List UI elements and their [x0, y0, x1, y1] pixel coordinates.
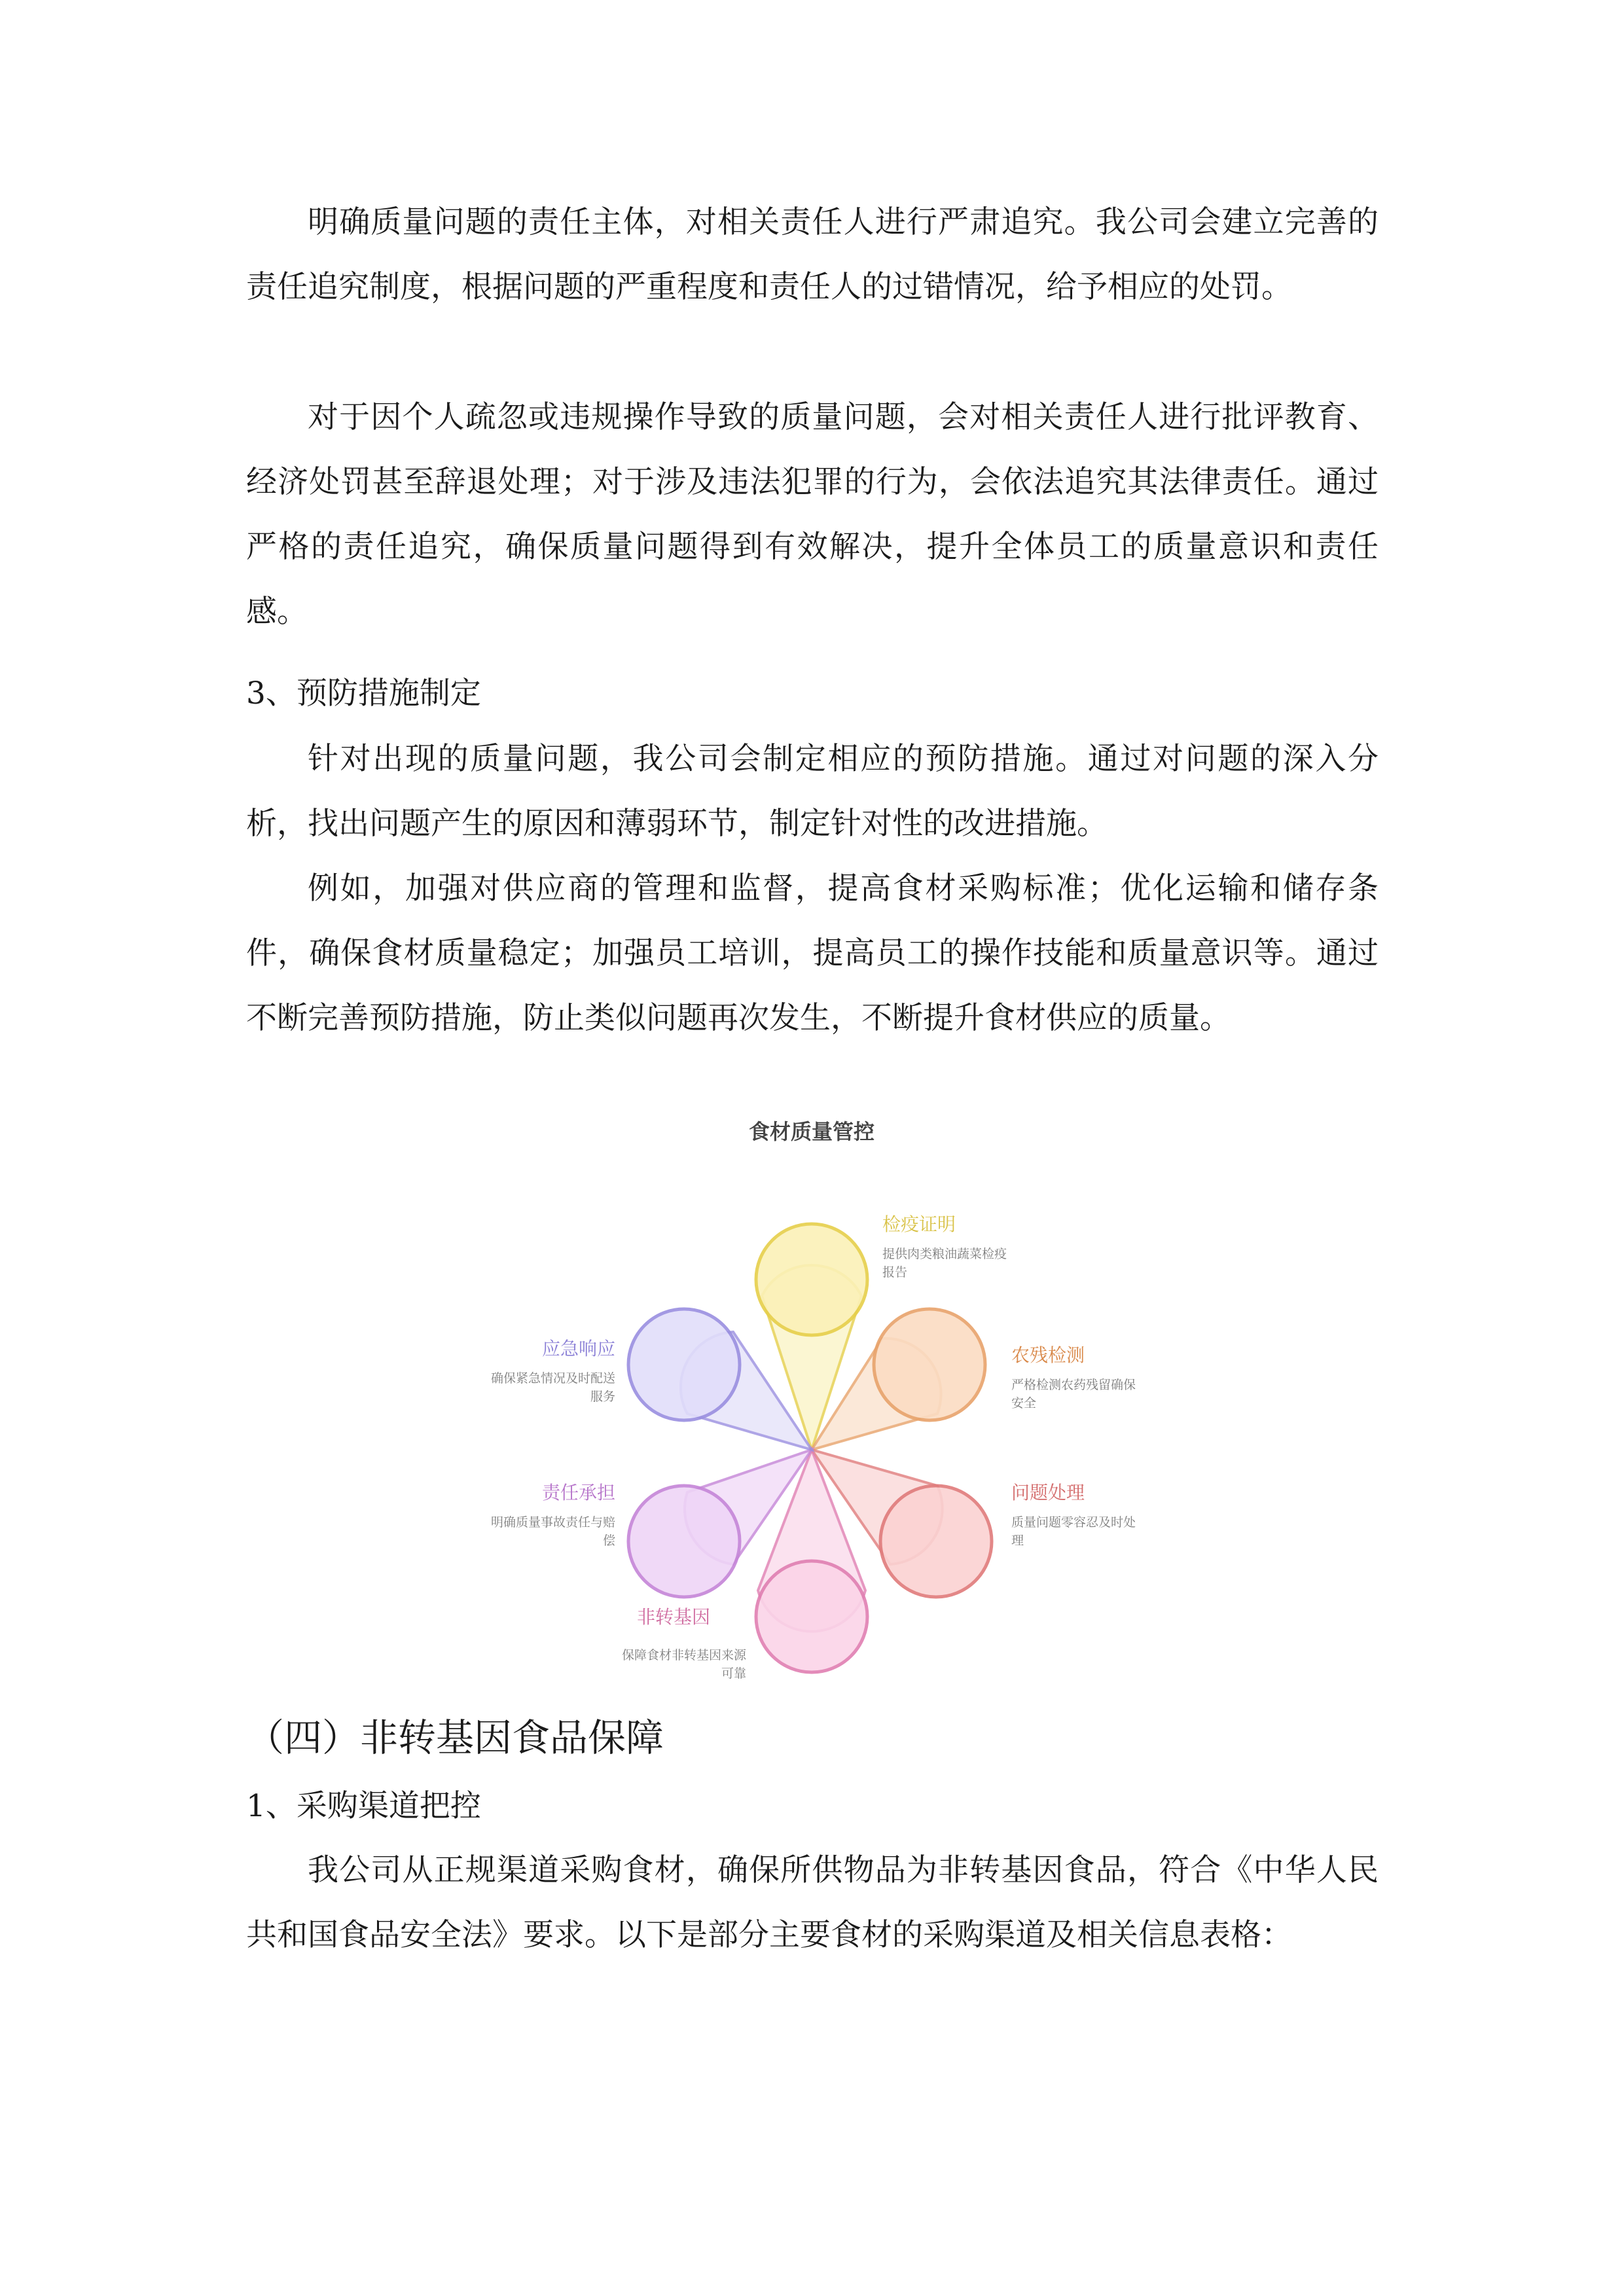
petal-pesticide-circle [874, 1309, 985, 1420]
petal-non-gmo-desc-line2: 可靠 [721, 1666, 746, 1681]
paragraph-procurement: 我公司从正规渠道采购食材，确保所供物品为非转基因食品，符合《中华人民共和国食品安全法》要求。以下是部分主要食材的采购渠道及相关信息表格： [246, 1852, 1379, 1953]
paragraph-prevention-examples: 例如，加强对供应商的管理和监督，提高食材采购标准；优化运输和储存条件，确保食材质量稳定；加强员工培训，提高员工的操作技能和质量意识等。通过不断完善预防措施，防止类似问题再次发生，不断提升食材供应的质量。 [246, 870, 1379, 1036]
petal-responsibility-circle [628, 1486, 740, 1597]
petal-inspection-label: 检疫证明 [882, 1213, 956, 1235]
petal-pesticide-desc-line1: 严格检测农药残留确保 [1011, 1378, 1136, 1392]
petal-emergency-desc-line1: 确保紧急情况及时配送 [490, 1371, 615, 1386]
petal-problem-label: 问题处理 [1011, 1482, 1085, 1503]
petal-emergency-label: 应急响应 [541, 1338, 615, 1359]
petal-problem-desc-line2: 理 [1011, 1534, 1024, 1548]
paragraph-prevention-intro: 针对出现的质量问题，我公司会制定相应的预防措施。通过对问题的深入分析，找出问题产生的原因和薄弱环节，制定针对性的改进措施。 [246, 741, 1379, 842]
petal-emergency [491, 1309, 812, 1450]
flower-diagram-svg [0, 1106, 1624, 1695]
petal-emergency-circle [628, 1309, 740, 1420]
petal-responsibility-desc-line1: 明确质量事故责任与赔 [490, 1515, 615, 1530]
petal-pesticide-label: 农残检测 [1011, 1344, 1085, 1366]
petal-inspection-desc-line2: 报告 [882, 1265, 908, 1280]
diagram-title: 食材质量管控 [748, 1119, 875, 1144]
petal-responsibility-desc-line2: 偿 [602, 1534, 615, 1548]
petal-emergency-desc-line2: 服务 [590, 1390, 615, 1404]
petal-non-gmo-desc-line1: 保障食材非转基因来源 [621, 1648, 746, 1662]
petal-responsibility-label: 责任承担 [541, 1482, 615, 1503]
heading-procurement: 1、采购渠道把控 [246, 1788, 481, 1824]
heading-prevention: 3、预防措施制定 [246, 675, 481, 711]
petal-pesticide-desc-line2: 安全 [1011, 1396, 1037, 1410]
petal-non-gmo-label: 非转基因 [636, 1606, 710, 1628]
paragraph-responsibility: 明确质量问题的责任主体，对相关责任人进行严肃追究。我公司会建立完善的责任追究制度，根据问题的严重程度和责任人的过错情况，给予相应的处罚。 [246, 204, 1379, 305]
quality-control-diagram [0, 1106, 1624, 1695]
petal-problem-circle [880, 1486, 992, 1597]
petal-non-gmo-circle [756, 1561, 867, 1672]
petal-inspection-desc-line1: 提供肉类粮油蔬菜检疫 [882, 1247, 1007, 1261]
petal-inspection-circle [756, 1224, 867, 1335]
section-title-non-gmo: （四）非转基因食品保障 [246, 1715, 664, 1760]
petal-problem-desc-line1: 质量问题零容忍及时处 [1011, 1515, 1136, 1530]
paragraph-accountability: 对于因个人疏忽或违规操作导致的质量问题，会对相关责任人进行批评教育、经济处罚甚至辞退处理；对于涉及违法犯罪的行为，会依法追究其法律责任。通过严格的责任追究，确保质量问题得到有效解决，提升全体员工的质量意识和责任感。 [246, 399, 1379, 630]
petal-pesticide [812, 1309, 1136, 1450]
